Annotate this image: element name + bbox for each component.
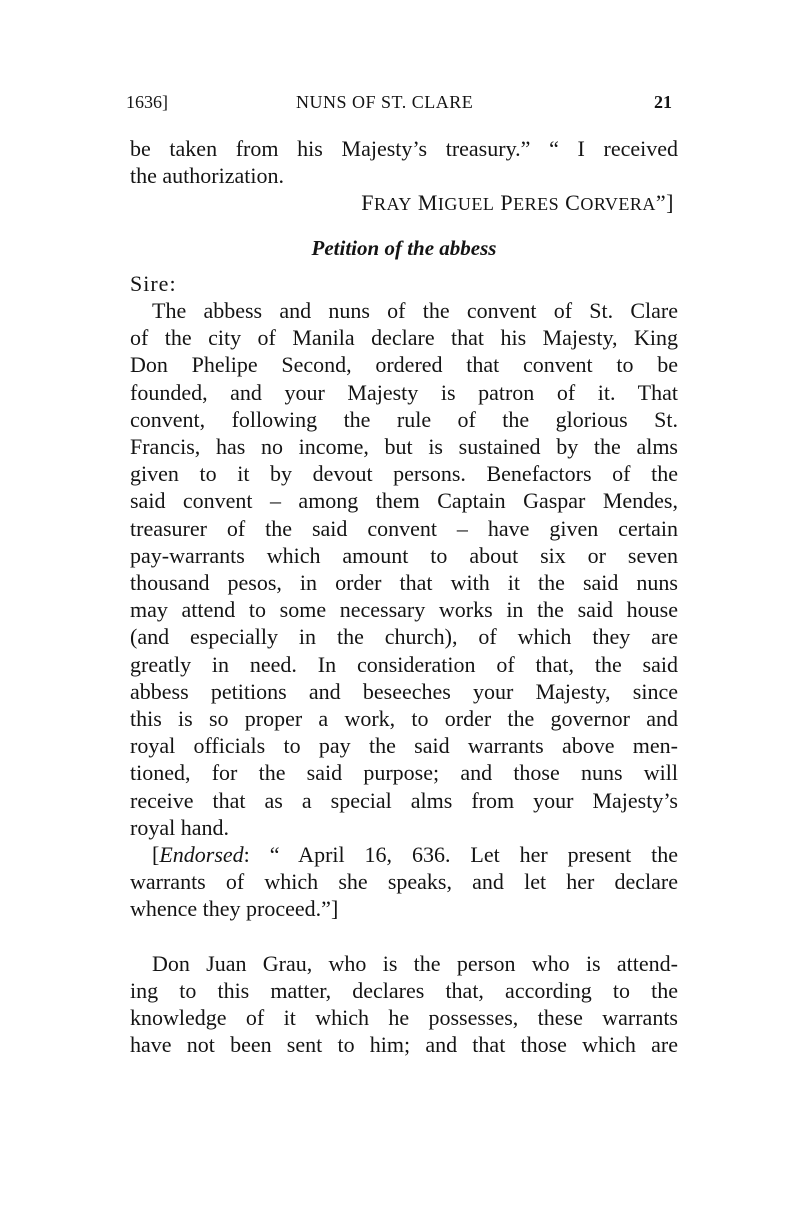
body-line: said convent – among them Captain Gaspar Mendes, bbox=[130, 488, 678, 514]
body-line: The abbess and nuns of the convent of St. Clare bbox=[152, 298, 678, 324]
body-line: ing to this matter, declares that, according to the bbox=[130, 977, 678, 1003]
body-line: tioned, for the said purpose; and those nuns will bbox=[130, 760, 678, 786]
body-line: given to it by devout persons. Benefactors of the bbox=[130, 461, 678, 487]
body-line: pay-warrants which amount to about six or seven bbox=[130, 542, 678, 568]
body-line: Don Juan Grau, who is the person who is attend- bbox=[152, 950, 678, 976]
body-line: treasurer of the said convent – have given certain bbox=[130, 515, 678, 541]
body-line: this is so proper a work, to order the governor and bbox=[130, 706, 678, 732]
signature: FRAY MIGUEL PERES CORVERA”] bbox=[361, 190, 674, 216]
body-line: royal hand. bbox=[130, 814, 229, 840]
salutation: Sire: bbox=[130, 270, 177, 296]
endorsed-label: Endorsed bbox=[159, 842, 244, 868]
endorsement-line: [Endorsed: “ April 16, 636. Let her present the bbox=[152, 842, 678, 868]
section-heading: Petition of the abbess bbox=[311, 235, 497, 260]
body-line: receive that as a special alms from your Majesty’s bbox=[130, 787, 678, 813]
body-line: have not been sent to him; and that those which are bbox=[130, 1032, 678, 1058]
body-line: warrants of which she speaks, and let her declare bbox=[130, 869, 678, 895]
header-title: NUNS OF ST. CLARE bbox=[296, 92, 474, 112]
running-header bbox=[126, 92, 680, 118]
body-line: founded, and your Majesty is patron of it. That bbox=[130, 379, 678, 405]
body-line: abbess petitions and beseeches your Majesty, since bbox=[130, 678, 678, 704]
body-line: royal officials to pay the said warrants above men- bbox=[130, 733, 678, 759]
body-line: be taken from his Majesty’s treasury.” “ I received bbox=[130, 136, 678, 161]
body-line: whence they proceed.”] bbox=[130, 896, 339, 922]
page-number: 21 bbox=[654, 92, 672, 112]
body-line: the authorization. bbox=[130, 163, 284, 189]
body-line: (and especially in the church), of which they are bbox=[130, 624, 678, 650]
body-line: knowledge of it which he possesses, these warrants bbox=[130, 1005, 678, 1031]
body-line: Don Phelipe Second, ordered that convent to be bbox=[130, 352, 678, 378]
body-line: Francis, has no income, but is sustained by the alms bbox=[130, 434, 678, 460]
body-line: of the city of Manila declare that his Majesty, King bbox=[130, 325, 678, 351]
body-line: may attend to some necessary works in the said house bbox=[130, 597, 678, 623]
body-line: thousand pesos, in order that with it the said nuns bbox=[130, 570, 678, 596]
header-year: 1636] bbox=[126, 92, 168, 112]
page-body bbox=[130, 135, 678, 1059]
body-line: greatly in need. In consideration of that, the said bbox=[130, 651, 678, 677]
body-line: convent, following the rule of the glorious St. bbox=[130, 406, 678, 432]
